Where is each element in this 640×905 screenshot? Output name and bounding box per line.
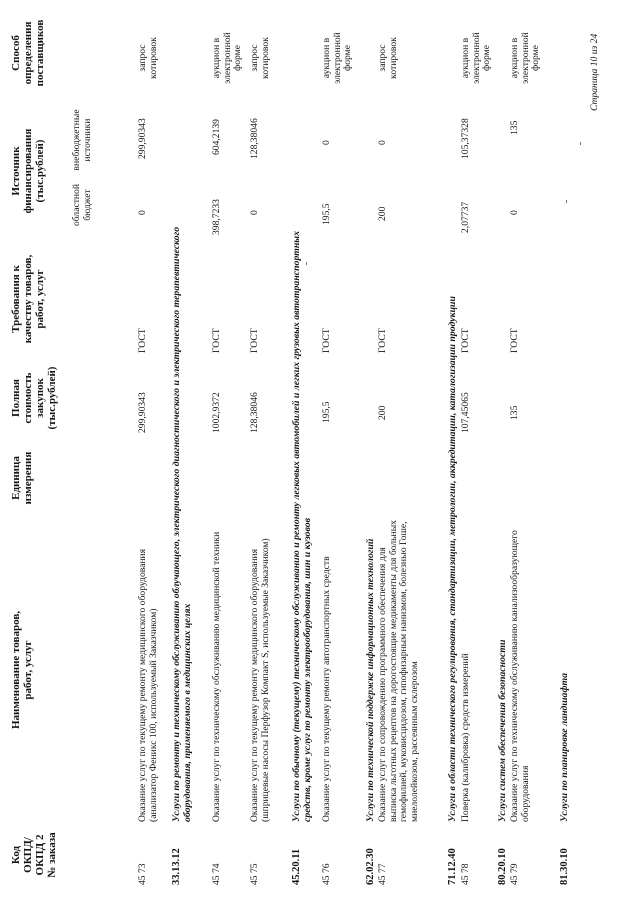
extrabudget-sources: 105,37328 bbox=[460, 118, 471, 159]
procurement-method: запрос котировок bbox=[249, 37, 271, 79]
item-name: Оказание услуг по техническому обслуживанию медицинской техники bbox=[211, 531, 222, 822]
quality-requirement: ГОСТ bbox=[460, 328, 471, 353]
order-number: 45 77 bbox=[377, 863, 388, 885]
section-title: Услуги в области технического регулирования, стандартизации, метрологии, аккредитации, каталогизации продукции bbox=[447, 296, 458, 822]
order-number: 45 79 bbox=[509, 863, 520, 885]
item-name: Оказание услуг по сопровождению программного обеспечения для выписка льготных рецептов на дорогостоящие медикаменты для больных гемофилией, муковисцидозом, гипофизарным нанизмом, болезнью Гоше, миелолейкозом, рассеянным склерозом bbox=[377, 520, 420, 822]
section-title: Услуги систем обеспечения безопасности bbox=[497, 639, 508, 822]
procurement-method: аукцион в электронной форме bbox=[509, 32, 542, 84]
quality-requirement: ГОСТ bbox=[321, 328, 332, 353]
extrabudget-sources: 299,90343 bbox=[137, 118, 148, 159]
header-extrabudget: внебюджетные источники bbox=[71, 109, 93, 171]
section-title: Услуги по технической поддержке информационных технологий bbox=[365, 538, 376, 822]
header-unit: Единица измерения bbox=[10, 451, 34, 505]
procurement-method: запрос котировок bbox=[137, 37, 159, 79]
procurement-method: аукцион в электронной форме bbox=[211, 32, 244, 84]
section-title: Услуги по обычному (текущему) техническому обслуживанию и ремонту легковых автомобилей и легких грузовых автотранспортных средств, кроме услуг по ремонту электрооборудования, шин и кузовов bbox=[291, 231, 313, 822]
regional-budget: 200 bbox=[377, 206, 388, 221]
item-name: Оказание услуг по текущему ремонту автотранспортных средств bbox=[321, 556, 332, 822]
quality-requirement: ГОСТ bbox=[211, 328, 222, 353]
item-name: Поверка (калибровка) средств измерений bbox=[460, 653, 471, 822]
okpd-code: 33.13.12 bbox=[171, 848, 182, 885]
header-quality: Требования к качеству товаров, работ, услуг bbox=[10, 254, 46, 344]
extrabudget-sources: 128,38046 bbox=[249, 118, 260, 159]
section-title: Услуги по ремонту и техническому обслуживанию облучающего, электрического диагностического и электрического терапевтического оборудования, применяемого в медицинских целях bbox=[171, 226, 193, 822]
regional-budget: 398,7233 bbox=[211, 199, 222, 235]
regional-budget: 0 bbox=[249, 210, 260, 215]
order-number: 45 78 bbox=[460, 863, 471, 885]
extrabudget-sources: 604,2139 bbox=[211, 119, 222, 155]
scan-speck bbox=[580, 142, 581, 145]
total-cost: 200 bbox=[377, 405, 388, 420]
total-cost: 1002,9372 bbox=[211, 392, 222, 433]
quality-requirement: ГОСТ bbox=[137, 328, 148, 353]
regional-budget: 0 bbox=[137, 210, 148, 215]
okpd-code: 62.02.30 bbox=[365, 848, 376, 885]
procurement-method: запрос котировок bbox=[377, 37, 399, 79]
extrabudget-sources: 0 bbox=[321, 140, 332, 145]
page-number: Страница 10 из 24 bbox=[589, 33, 600, 111]
total-cost: 107,45065 bbox=[460, 392, 471, 433]
regional-budget: 2,07737 bbox=[460, 201, 471, 233]
header-name: Наименование товаров, работ, услуг bbox=[10, 610, 34, 730]
item-name: Оказание услуг по текущему ремонту медицинского оборудования (шприцевые насосы Перфузор Компакт S, используемые Заказчиком) bbox=[249, 538, 271, 822]
header-code: Код ОКПД/ ОКПД 2 № заказа bbox=[10, 832, 58, 878]
okpd-code: 45.20.11 bbox=[291, 848, 302, 885]
section-title: Услуги по планировке ландшафта bbox=[559, 673, 570, 822]
scan-speck bbox=[306, 262, 307, 265]
procurement-method: аукцион в электронной форме bbox=[460, 32, 493, 84]
quality-requirement: ГОСТ bbox=[509, 328, 520, 353]
regional-budget: 195,5 bbox=[321, 203, 332, 225]
procurement-method: аукцион в электронной форме bbox=[321, 32, 354, 84]
header-regional-budget: областной бюджет bbox=[71, 184, 93, 227]
item-name: Оказание услуг по техническому обслуживанию канализообразующего оборудования bbox=[509, 530, 531, 822]
scan-speck bbox=[566, 200, 567, 203]
total-cost: 299,90343 bbox=[137, 392, 148, 433]
regional-budget: 0 bbox=[509, 210, 520, 215]
header-funding-source: Источник финансирования (тыс.рублей) bbox=[10, 128, 46, 214]
extrabudget-sources: 0 bbox=[377, 140, 388, 145]
quality-requirement: ГОСТ bbox=[377, 328, 388, 353]
extrabudget-sources: 135 bbox=[509, 120, 520, 135]
header-method: Способ определения поставщиков bbox=[10, 19, 46, 87]
order-number: 45 76 bbox=[321, 863, 332, 885]
order-number: 45 74 bbox=[211, 863, 222, 885]
okpd-code: 71.12.40 bbox=[447, 848, 458, 885]
total-cost: 128,38046 bbox=[249, 392, 260, 433]
item-name: Оказание услуг по текущему ремонту медицинского оборудования (анализатор Феникс 100, используемый Заказчиком) bbox=[137, 548, 159, 822]
order-number: 45 73 bbox=[137, 863, 148, 885]
header-cost: Полная стоимость закупок (тыс.рублей) bbox=[10, 366, 58, 430]
quality-requirement: ГОСТ bbox=[249, 328, 260, 353]
order-number: 45 75 bbox=[249, 863, 260, 885]
total-cost: 195,5 bbox=[321, 401, 332, 423]
okpd-code: 81.30.10 bbox=[559, 848, 570, 885]
okpd-code: 80.20.10 bbox=[497, 848, 508, 885]
total-cost: 135 bbox=[509, 405, 520, 420]
